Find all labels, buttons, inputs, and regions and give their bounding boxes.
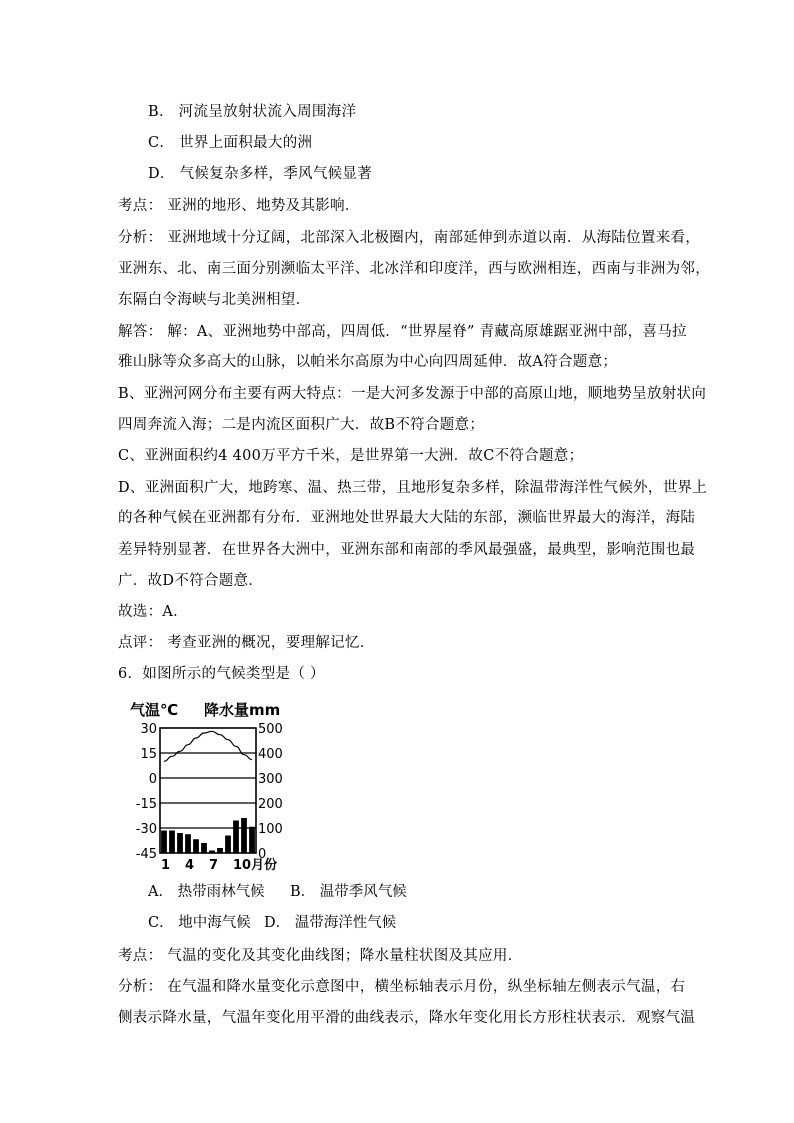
right-axis-ticks [258, 722, 283, 862]
option-b: B． 温带季风气候 [290, 884, 407, 900]
x-tick-label: 4 [185, 858, 195, 873]
jieda-line-6: D、亚洲面积广大，地跨寒、温、热三带，且地形复杂多样，除温带海洋性气候外，世界上 [118, 480, 708, 496]
chart-left-title: 气温℃ [130, 701, 179, 719]
kaodian-prev: 考点： 亚洲的地形、地势及其影响． [118, 198, 360, 214]
precipitation-bar [177, 833, 183, 853]
option-a: A． 热带雨林气候 [148, 884, 265, 900]
x-axis-ticks [161, 857, 277, 873]
left-tick-label: 30 [140, 722, 157, 737]
option-c-prev: C． 世界上面积最大的洲 [148, 135, 313, 151]
fenxi-line-2: 亚洲东、北、南三面分别濒临太平洋、北冰洋和印度洋，西与欧洲相连，西南与非洲为邻， [118, 261, 710, 277]
right-tick-label: 500 [258, 722, 283, 737]
right-tick-label: 200 [258, 797, 283, 812]
right-tick-label: 400 [258, 747, 283, 762]
precipitation-bar [225, 836, 231, 854]
fenxi-line-a: 分析： 在气温和降水量变化示意图中，横坐标轴表示月份，纵坐标轴左侧表示气温，右 [118, 979, 686, 995]
option-c: C． 地中海气候 [148, 915, 251, 931]
jieda-line-9: 广．故D不符合题意． [118, 573, 264, 589]
precipitation-bar [161, 831, 167, 854]
left-tick-label: 0 [148, 772, 157, 787]
kaodian-line: 考点： 气温的变化及其变化曲线图；降水量柱状图及其应用． [118, 948, 523, 964]
precipitation-bar [249, 827, 255, 853]
x-tick-label: 7 [209, 858, 219, 873]
fenxi-line-b: 侧表示降水量，气温年变化用平滑的曲线表示，降水年变化用长方形柱状表示．观察气温 [118, 1010, 696, 1026]
jieda-line-7: 的各种气候在亚洲都有分布．亚洲地处世界最大大陆的东部，濒临世界最大的海洋，海陆 [118, 510, 696, 526]
right-tick-label: 0 [258, 847, 267, 862]
left-tick-label: -30 [135, 822, 157, 837]
dianping-line: 点评： 考查亚洲的概况，要理解记忆． [118, 635, 375, 651]
left-tick-label: 15 [140, 747, 157, 762]
jieda-line-3: B、亚洲河网分布主要有两大特点：一是大河多发源于中部的高原山地，顺地势呈放射状向 [118, 386, 707, 402]
precipitation-bars [161, 818, 255, 853]
jieda-line-4: 四周奔流入海；二是内流区面积广大．故B不符合题意； [118, 417, 485, 433]
option-b-prev: B． 河流呈放射状流入周围海洋 [148, 104, 357, 120]
x-tick-label: 1 [161, 858, 171, 873]
fenxi-line-3: 东隔白令海峡与北美洲相望． [118, 292, 311, 308]
left-axis-ticks [136, 722, 157, 862]
jieda-line-8: 差异特别显著．在世界各大洲中，亚洲东部和南部的季风最强盛，最典型，影响范围也最 [118, 542, 696, 558]
chart-grid [160, 753, 256, 828]
right-tick-label: 300 [258, 772, 283, 787]
precipitation-bar [233, 821, 239, 854]
precipitation-bar [241, 818, 247, 853]
jieda-line-5: C、亚洲面积约4 400万平方千米，是世界第一大洲．故C不符合题意； [118, 448, 584, 464]
precipitation-bar [201, 843, 207, 853]
jieda-line-2: 雅山脉等众多高大的山脉，以帕米尔高原为中心向四周延伸．故A符合题意； [118, 354, 618, 370]
x-tick-label: 10月份 [233, 858, 278, 873]
left-tick-label: -15 [135, 797, 157, 812]
right-tick-label: 100 [258, 822, 283, 837]
left-tick-label: -45 [135, 847, 157, 862]
temperature-curve [164, 731, 252, 761]
answer-line: 故选：A． [118, 604, 188, 620]
chart-right-title: 降水量mm [204, 701, 281, 719]
option-d-prev: D． 气候复杂多样，季风气候显著 [148, 166, 373, 182]
question-6-title: 6．如图所示的气候类型是（ ） [118, 666, 325, 682]
jieda-line-1: 解答： 解：A、亚洲地势中部高，四周低．“世界屋脊” 青藏高原雄踞亚洲中部，喜马拉 [118, 324, 687, 340]
precipitation-bar [169, 831, 175, 854]
option-d: D． 温带海洋性气候 [264, 915, 397, 931]
climate-chart [128, 700, 288, 880]
fenxi-line-1: 分析： 亚洲地域十分辽阔，北部深入北极圈内，南部延伸到赤道以南．从海陆位置来看， [118, 230, 701, 246]
precipitation-bar [185, 834, 191, 853]
precipitation-bar [193, 839, 199, 853]
